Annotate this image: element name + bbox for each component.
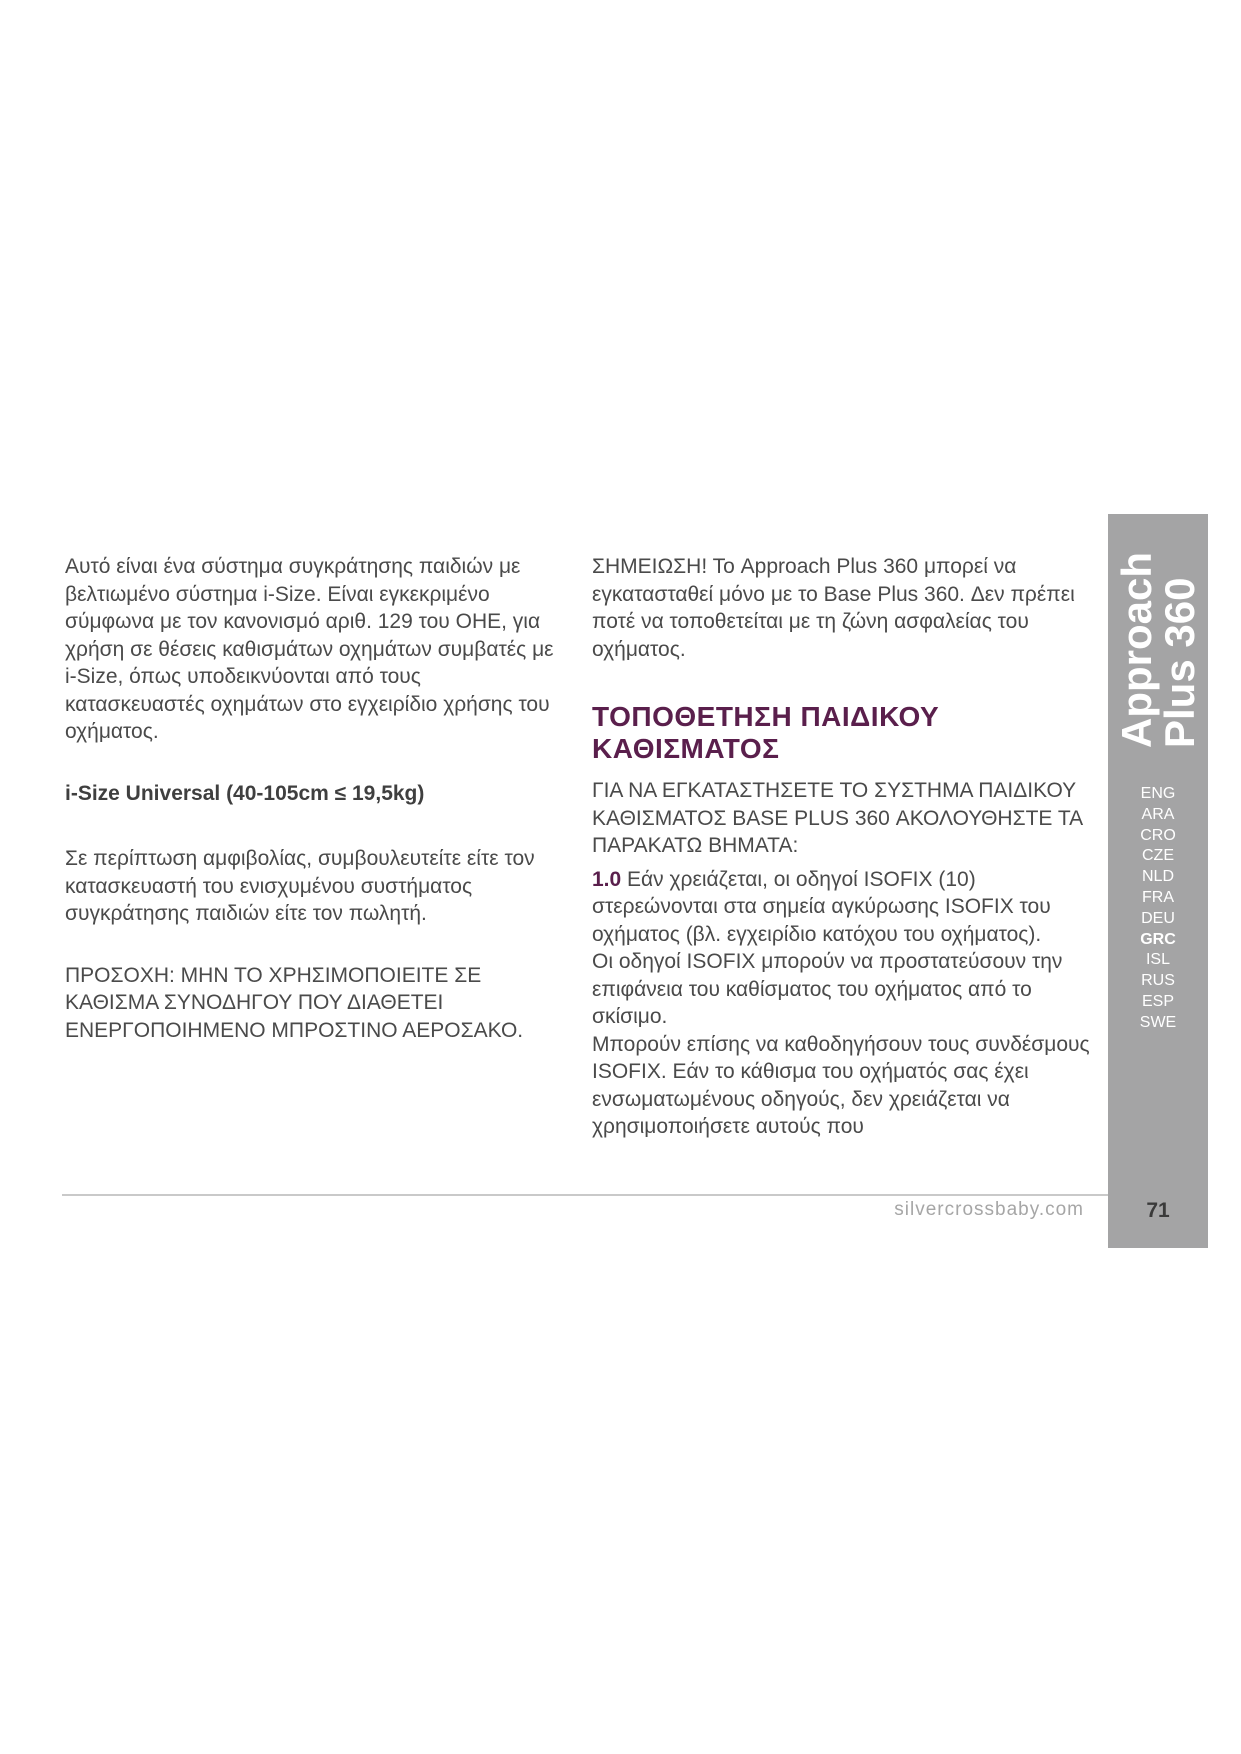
language-item-esp: ESP bbox=[1141, 992, 1174, 1010]
product-title-line1: Approach bbox=[1113, 551, 1160, 748]
isize-classification: i-Size Universal (40-105cm ≤ 19,5kg) bbox=[65, 781, 425, 805]
product-title bbox=[1108, 538, 1208, 748]
language-item-cze: CZE bbox=[1142, 847, 1174, 865]
step-1-guides-paragraph: Οι οδηγοί ISOFIX μπορούν να προστατεύσουν την επιφάνεια του καθίσματος του οχήματος από το σκίσιμο. bbox=[592, 950, 1063, 1028]
section-heading bbox=[592, 701, 1102, 765]
doubt-paragraph: Σε περίπτωση αμφιβολίας, συμβουλευτείτε είτε τον κατασκευαστή του ενισχυμένου συστήματος συγκράτησης παιδιών είτε τον πωλητή. bbox=[65, 847, 535, 925]
right-column bbox=[592, 553, 1102, 1141]
section-heading-line1: ΤΟΠΟΘΕΤΗΣΗ ΠΑΙΔΙΚΟΥ bbox=[592, 701, 940, 732]
language-item-cro: CRO bbox=[1140, 826, 1176, 844]
note-paragraph: ΣΗΜΕΙΩΣΗ! Το Approach Plus 360 μπορεί να εγκατασταθεί μόνο με το Base Plus 360. Δεν πρέπει ποτέ να τοποθετείται με τη ζώνη ασφαλείας του οχήματος. bbox=[592, 555, 1075, 661]
intro-paragraph: Αυτό είναι ένα σύστημα συγκράτησης παιδιών με βελτιωμένο σύστημα i-Size. Είναι εγκεκριμένο σύμφωνα με τον κανονισμό αριθ. 129 του ΟΗΕ, για χρήση σε θέσεις καθισμάτων οχημάτων συμβατές με i-Size, όπως υποδεικνύονται από τους κατασκευαστές οχημάτων στο εγχειρίδιο χρήσης του οχήματος. bbox=[65, 555, 554, 743]
language-item-nld: NLD bbox=[1141, 868, 1174, 886]
language-item-grc: GRC bbox=[1140, 930, 1176, 948]
language-item-deu: DEU bbox=[1141, 909, 1175, 927]
section-heading-line2: ΚΑΘΙΣΜΑΤΟΣ bbox=[592, 733, 780, 764]
step-1-paragraph bbox=[592, 866, 1102, 949]
installation-lede: ΓΙΑ ΝΑ ΕΓΚΑΤΑΣΤΗΣΕΤΕ ΤΟ ΣΥΣΤΗΜΑ ΠΑΙΔΙΚΟΥ ΚΑΘΙΣΜΑΤΟΣ BASE PLUS 360 ΑΚΟΛΟΥΘΗΣΤΕ ΤΑ ΠΑΡΑΚΑΤΩ ΒΗΜΑΤΑ: bbox=[592, 779, 1082, 857]
product-title-line2: Plus 360 bbox=[1156, 577, 1203, 748]
language-item-fra: FRA bbox=[1142, 888, 1174, 906]
left-column bbox=[65, 553, 565, 1044]
language-item-eng: ENG bbox=[1140, 785, 1176, 802]
step-1-connectors-paragraph: Μπορούν επίσης να καθοδηγήσουν τους συνδέσμους ISOFIX. Εάν το κάθισμα του οχήματός σας έχει ενσωματωμένους οδηγούς, δεν χρειάζεται να χρησιμοποιήσετε αυτούς που bbox=[592, 1032, 1090, 1138]
language-item-ara: ARA bbox=[1141, 805, 1175, 823]
language-item-swe: SWE bbox=[1139, 1013, 1177, 1031]
language-item-isl: ISL bbox=[1145, 951, 1170, 969]
step-number: 1.0 bbox=[592, 867, 622, 891]
step-1-text: Εάν χρειάζεται, οι οδηγοί ISOFIX (10) στερεώνονται στα σημεία αγκύρωσης ISOFIX του οχήματος (βλ. εγχειρίδιο κατόχου του οχήματος). bbox=[592, 867, 1051, 946]
language-item-rus: RUS bbox=[1141, 972, 1175, 990]
airbag-warning: ΠΡΟΣΟΧΗ: ΜΗΝ ΤΟ ΧΡΗΣΙΜΟΠΟΙΕΙΤΕ ΣΕ ΚΑΘΙΣΜΑ ΣΥΝΟΔΗΓΟΥ ΠΟΥ ΔΙΑΘΕΤΕΙ ΕΝΕΡΓΟΠΟΙΗΜΕΝΟ ΜΠΡΟΣΤΙΝΟ ΑΕΡΟΣΑΚΟ. bbox=[65, 963, 524, 1042]
page-number: 71 bbox=[1146, 1199, 1170, 1222]
footer-divider bbox=[62, 1194, 1111, 1196]
language-list bbox=[1108, 784, 1208, 1034]
footer-url: silvercrossbaby.com bbox=[894, 1199, 1084, 1220]
